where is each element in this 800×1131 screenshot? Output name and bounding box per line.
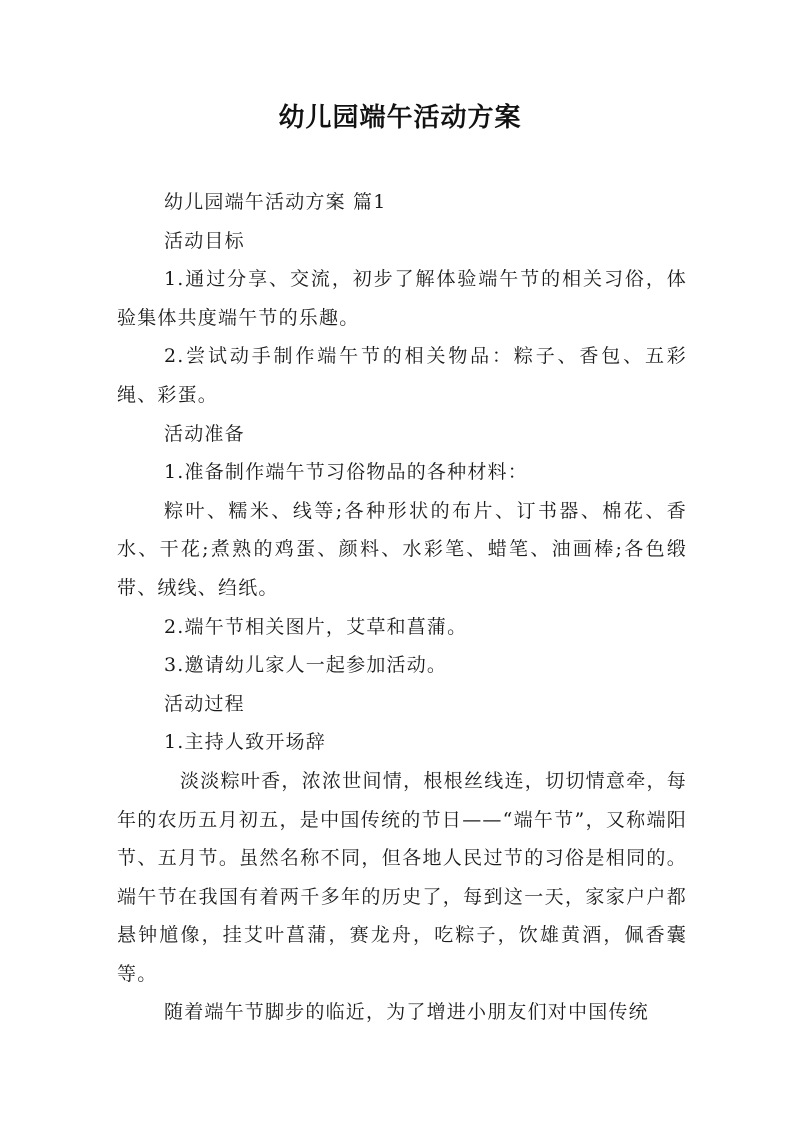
subheading-preparation: 活动准备 bbox=[164, 422, 245, 445]
opening-speech-paragraph: 淡淡粽叶香，浓浓世间情，根根丝线连，切切情意牵，每年的农历五月初五，是中国传统的节日——“端午节”，又称端阳节、五月节。虽然名称不同，但各地人民过节的习俗是相同的。端午节在我国有着两千多年的历史了，每到这一天，家家户户都悬钟馗像，挂艾叶菖蒲，赛龙舟，吃粽子，饮雄黄酒，佩香囊等。 bbox=[117, 769, 687, 985]
section-heading: 幼儿园端午活动方案 篇1 bbox=[164, 191, 387, 213]
document-title: 幼儿园端午活动方案 bbox=[278, 103, 522, 133]
process-step: 1.主持人致开场辞 bbox=[164, 731, 326, 754]
body-paragraph: 随着端午节脚步的临近，为了增进小朋友们对中国传统 bbox=[164, 1001, 649, 1024]
materials-paragraph: 粽叶、糯米、线等;各种形状的布片、订书器、棉花、香水、干花;煮熟的鸡蛋、颜料、水彩笔、蜡笔、油画棒;各色缎带、绒线、绉纸。 bbox=[117, 499, 687, 599]
preparation-item: 2.端午节相关图片，艾草和菖蒲。 bbox=[164, 615, 468, 638]
subheading-process: 活动过程 bbox=[164, 692, 245, 715]
subheading-goals: 活动目标 bbox=[164, 229, 245, 252]
preparation-item: 1.准备制作端午节习俗物品的各种材料： bbox=[164, 461, 528, 484]
goal-item: 1.通过分享、交流，初步了解体验端午节的相关习俗，体验集体共度端午节的乐趣。 bbox=[117, 268, 687, 329]
preparation-item: 3.邀请幼儿家人一起参加活动。 bbox=[164, 654, 448, 677]
goal-item: 2.尝试动手制作端午节的相关物品：粽子、香包、五彩绳、彩蛋。 bbox=[117, 345, 687, 406]
document-body bbox=[117, 183, 687, 1032]
